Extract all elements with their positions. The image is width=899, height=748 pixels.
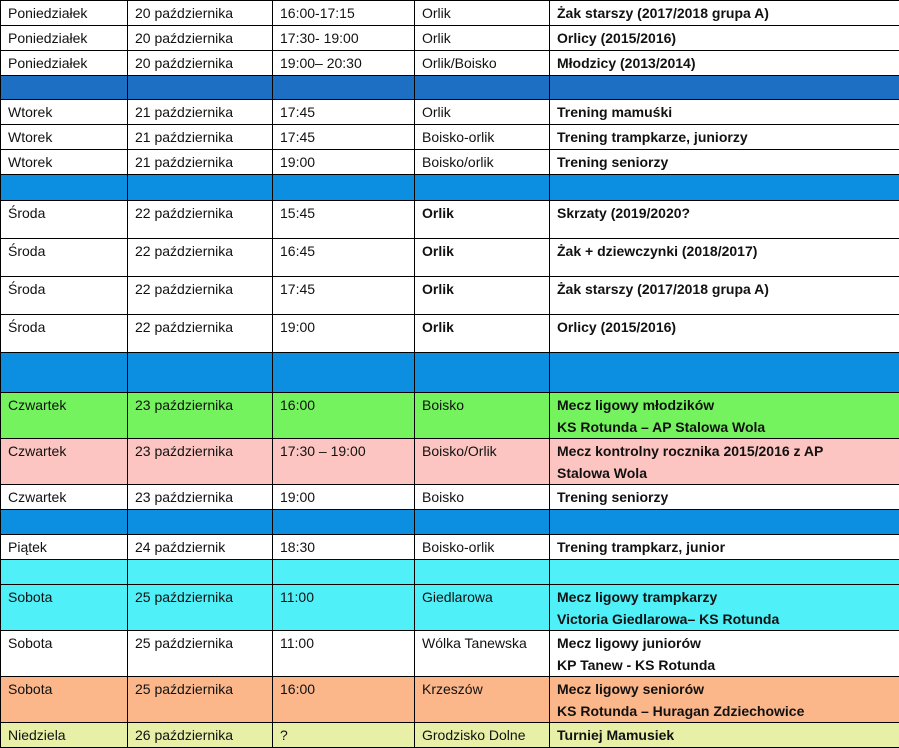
- place-cell: Giedlarowa: [415, 585, 550, 631]
- date-cell: 22 października: [128, 201, 273, 239]
- table-row: [1, 100, 899, 125]
- date-cell: 20 października: [128, 1, 273, 26]
- separator-cell: [415, 76, 550, 100]
- group-line-1: Orlicy (2015/2016): [557, 319, 676, 335]
- table-row: [1, 631, 899, 677]
- table-row: [1, 439, 899, 485]
- group-cell: [550, 535, 899, 560]
- date-cell: 20 października: [128, 51, 273, 76]
- time-cell: 17:45: [273, 125, 415, 150]
- day-cell: Środa: [1, 239, 128, 277]
- place-cell: Orlik: [415, 201, 550, 239]
- day-cell: Środa: [1, 201, 128, 239]
- place-cell: Boisko-orlik: [415, 125, 550, 150]
- group-line-1: Młodzicy (2013/2014): [557, 55, 696, 71]
- separator-cell: [273, 353, 415, 393]
- place-cell: Boisko/Orlik: [415, 439, 550, 485]
- separator-cell: [550, 560, 899, 585]
- date-cell: 23 października: [128, 393, 273, 439]
- table-row: [1, 393, 899, 439]
- table-row: [1, 239, 899, 277]
- day-cell: Poniedziałek: [1, 26, 128, 51]
- group-cell: [550, 439, 899, 485]
- time-cell: 11:00: [273, 585, 415, 631]
- time-cell: ?: [273, 723, 415, 748]
- table-row: [1, 677, 899, 723]
- group-line-1: Turniej Mamusiek: [557, 727, 674, 743]
- separator-cell: [273, 560, 415, 585]
- time-cell: 17:45: [273, 277, 415, 315]
- time-cell: 18:30: [273, 535, 415, 560]
- place-cell: Orlik: [415, 100, 550, 125]
- group-line-1: Trening trampkarze, juniorzy: [557, 129, 748, 145]
- separator-row: [1, 175, 899, 201]
- place-cell: Wólka Tanewska: [415, 631, 550, 677]
- table-row: [1, 51, 899, 76]
- separator-cell: [550, 175, 899, 201]
- group-line-1: Żak + dziewczynki (2018/2017): [557, 243, 757, 259]
- separator-cell: [1, 76, 128, 100]
- separator-cell: [128, 560, 273, 585]
- separator-cell: [128, 510, 273, 535]
- separator-cell: [1, 510, 128, 535]
- day-cell: Wtorek: [1, 100, 128, 125]
- group-line-1: Mecz ligowy juniorów: [557, 635, 701, 651]
- time-cell: 15:45: [273, 201, 415, 239]
- table-row: [1, 535, 899, 560]
- day-cell: Wtorek: [1, 150, 128, 175]
- group-cell: [550, 677, 899, 723]
- place-cell: Orlik: [415, 277, 550, 315]
- group-line-2: KS Rotunda – AP Stalowa Wola: [557, 419, 765, 435]
- time-cell: 19:00: [273, 150, 415, 175]
- time-cell: 11:00: [273, 631, 415, 677]
- separator-cell: [550, 510, 899, 535]
- group-line-1: Trening mamuśki: [557, 104, 672, 120]
- separator-row: [1, 353, 899, 393]
- separator-cell: [273, 76, 415, 100]
- day-cell: Czwartek: [1, 439, 128, 485]
- date-cell: 22 października: [128, 277, 273, 315]
- date-cell: 22 października: [128, 239, 273, 277]
- table-row: [1, 1, 899, 26]
- day-cell: Piątek: [1, 535, 128, 560]
- group-cell: [550, 150, 899, 175]
- day-cell: Sobota: [1, 677, 128, 723]
- day-cell: Sobota: [1, 631, 128, 677]
- separator-cell: [273, 510, 415, 535]
- date-cell: 20 października: [128, 26, 273, 51]
- time-cell: 17:30- 19:00: [273, 26, 415, 51]
- separator-row: [1, 510, 899, 535]
- time-cell: 17:45: [273, 100, 415, 125]
- group-cell: [550, 201, 899, 239]
- place-cell: Orlik: [415, 1, 550, 26]
- place-cell: Krzeszów: [415, 677, 550, 723]
- separator-cell: [1, 353, 128, 393]
- day-cell: Środa: [1, 315, 128, 353]
- separator-cell: [128, 76, 273, 100]
- separator-cell: [273, 175, 415, 201]
- separator-cell: [1, 560, 128, 585]
- group-cell: [550, 125, 899, 150]
- place-cell: Orlik: [415, 26, 550, 51]
- place-cell: Orlik/Boisko: [415, 51, 550, 76]
- time-cell: 19:00– 20:30: [273, 51, 415, 76]
- date-cell: 23 października: [128, 439, 273, 485]
- group-cell: [550, 315, 899, 353]
- separator-cell: [415, 175, 550, 201]
- group-cell: [550, 631, 899, 677]
- day-cell: Czwartek: [1, 485, 128, 510]
- date-cell: 24 październik: [128, 535, 273, 560]
- time-cell: 16:45: [273, 239, 415, 277]
- group-cell: [550, 51, 899, 76]
- day-cell: Środa: [1, 277, 128, 315]
- table-row: [1, 201, 899, 239]
- group-line-1: Żak starszy (2017/2018 grupa A): [557, 5, 769, 21]
- table-row: [1, 585, 899, 631]
- day-cell: Poniedziałek: [1, 1, 128, 26]
- separator-cell: [128, 175, 273, 201]
- group-cell: [550, 485, 899, 510]
- group-cell: [550, 1, 899, 26]
- separator-cell: [415, 510, 550, 535]
- place-cell: Boisko-orlik: [415, 535, 550, 560]
- time-cell: 19:00: [273, 485, 415, 510]
- group-cell: [550, 277, 899, 315]
- separator-cell: [128, 353, 273, 393]
- date-cell: 25 października: [128, 677, 273, 723]
- group-line-1: Mecz ligowy trampkarzy: [557, 589, 717, 605]
- group-cell: [550, 100, 899, 125]
- day-cell: Czwartek: [1, 393, 128, 439]
- table-row: [1, 485, 899, 510]
- group-line-1: Skrzaty (2019/2020?: [557, 205, 690, 221]
- day-cell: Wtorek: [1, 125, 128, 150]
- place-cell: Boisko/orlik: [415, 150, 550, 175]
- group-line-1: Mecz ligowy seniorów: [557, 681, 704, 697]
- table-row: [1, 125, 899, 150]
- date-cell: 23 października: [128, 485, 273, 510]
- time-cell: 16:00-17:15: [273, 1, 415, 26]
- table-row: [1, 277, 899, 315]
- group-line-2: KS Rotunda – Huragan Zdziechowice: [557, 703, 804, 719]
- group-line-1: Trening seniorzy: [557, 489, 668, 505]
- date-cell: 25 października: [128, 585, 273, 631]
- table-row: [1, 150, 899, 175]
- separator-cell: [550, 353, 899, 393]
- separator-row: [1, 76, 899, 100]
- time-cell: 16:00: [273, 393, 415, 439]
- separator-cell: [415, 353, 550, 393]
- group-line-1: Orlicy (2015/2016): [557, 30, 676, 46]
- date-cell: 25 października: [128, 631, 273, 677]
- day-cell: Niedziela: [1, 723, 128, 748]
- group-cell: [550, 239, 899, 277]
- group-line-1: Trening seniorzy: [557, 154, 668, 170]
- date-cell: 21 października: [128, 125, 273, 150]
- group-line-2: Victoria Giedlarowa– KS Rotunda: [557, 611, 779, 627]
- group-cell: [550, 585, 899, 631]
- time-cell: 16:00: [273, 677, 415, 723]
- group-cell: [550, 26, 899, 51]
- day-cell: Sobota: [1, 585, 128, 631]
- group-line-1: Trening trampkarz, junior: [557, 539, 725, 555]
- group-cell: [550, 393, 899, 439]
- time-cell: 19:00: [273, 315, 415, 353]
- date-cell: 26 października: [128, 723, 273, 748]
- separator-cell: [1, 175, 128, 201]
- date-cell: 21 października: [128, 150, 273, 175]
- table-row: [1, 723, 899, 748]
- group-cell: [550, 723, 899, 748]
- group-line-2: KP Tanew - KS Rotunda: [557, 657, 715, 673]
- date-cell: 21 października: [128, 100, 273, 125]
- group-line-1: Mecz ligowy młodzików: [557, 397, 714, 413]
- separator-cell: [550, 76, 899, 100]
- time-cell: 17:30 – 19:00: [273, 439, 415, 485]
- place-cell: Boisko: [415, 485, 550, 510]
- table-row: [1, 26, 899, 51]
- date-cell: 22 października: [128, 315, 273, 353]
- place-cell: Orlik: [415, 239, 550, 277]
- place-cell: Orlik: [415, 315, 550, 353]
- table-row: [1, 315, 899, 353]
- separator-row: [1, 560, 899, 585]
- group-line-2: Stalowa Wola: [557, 465, 647, 481]
- place-cell: Boisko: [415, 393, 550, 439]
- place-cell: Grodzisko Dolne: [415, 723, 550, 748]
- separator-cell: [415, 560, 550, 585]
- group-line-1: Żak starszy (2017/2018 grupa A): [557, 281, 769, 297]
- group-line-1: Mecz kontrolny rocznika 2015/2016 z AP: [557, 443, 823, 459]
- day-cell: Poniedziałek: [1, 51, 128, 76]
